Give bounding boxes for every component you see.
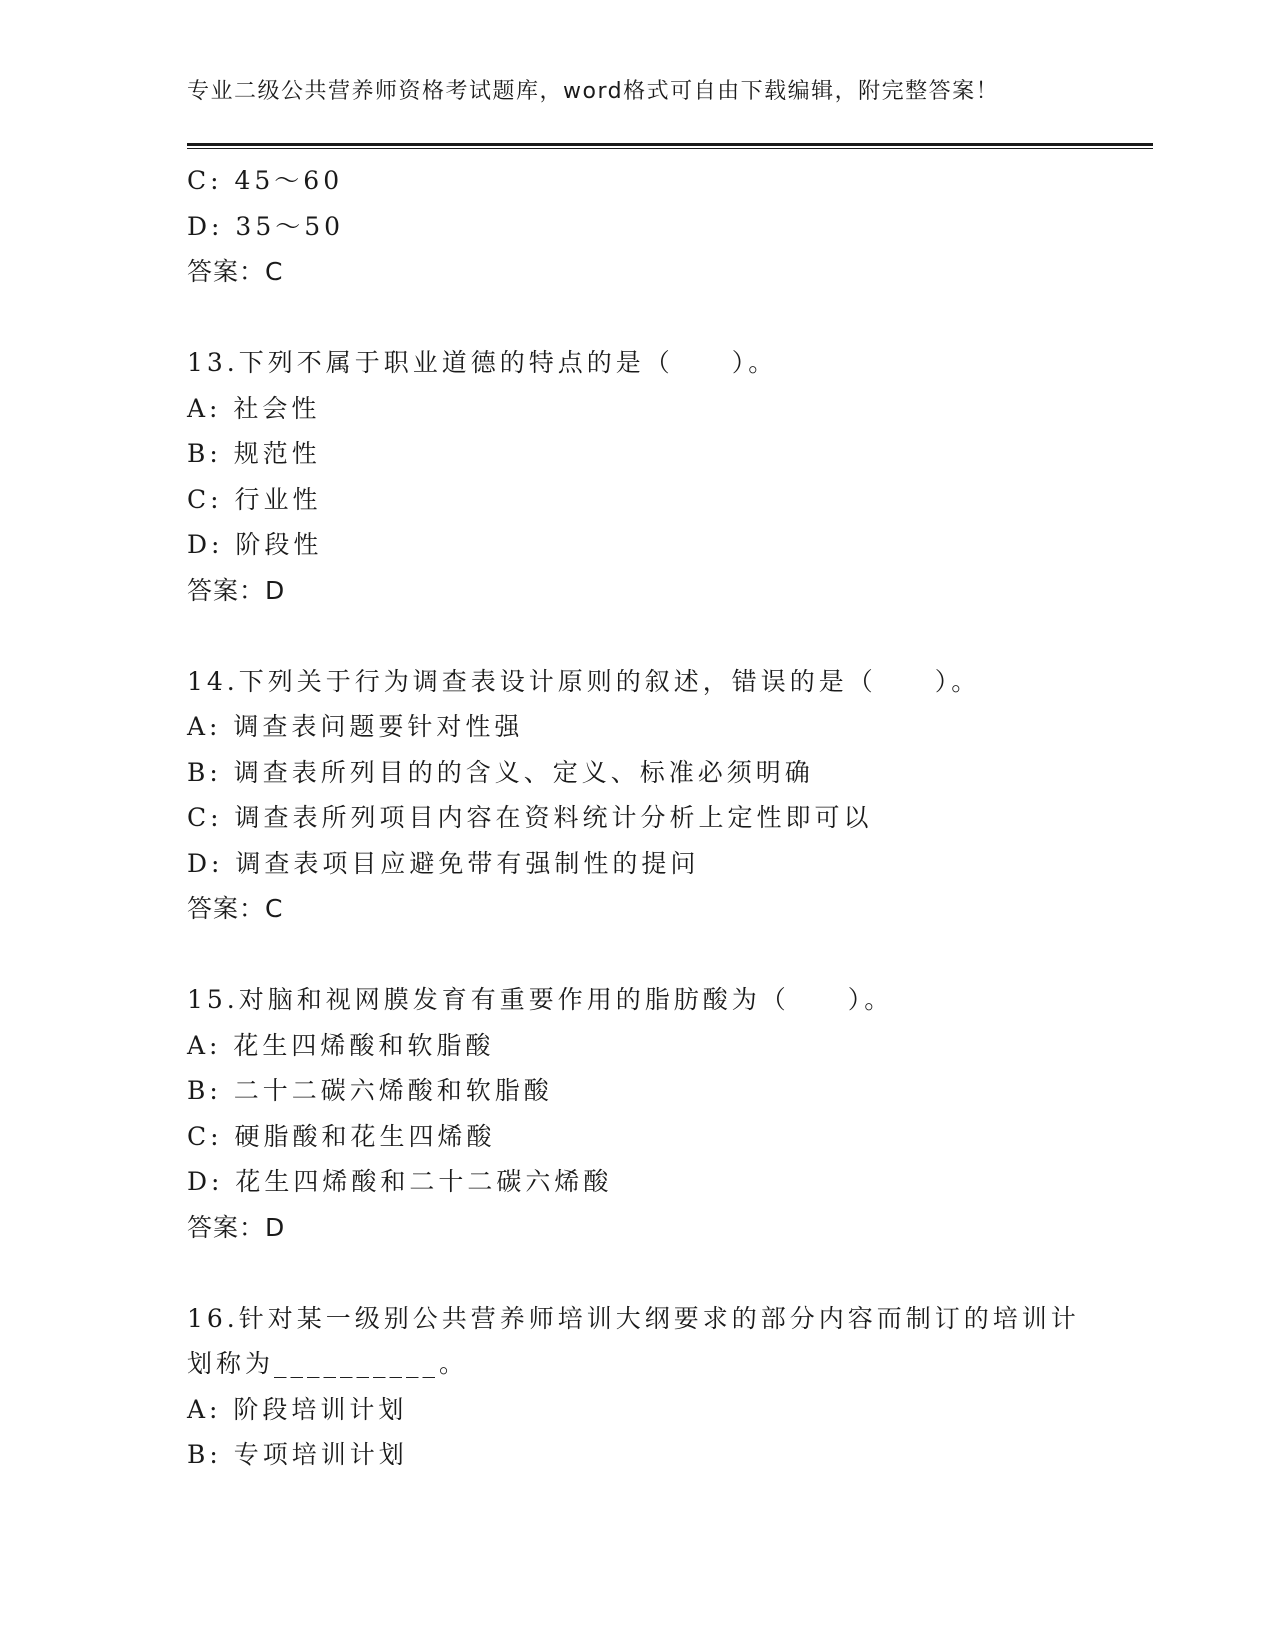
option-c: C: 硬脂酸和花生四烯酸: [187, 1121, 496, 1151]
header-rule-thin: [187, 148, 1153, 149]
question-stem: 14.下列关于行为调查表设计原则的叙述，错误的是（ ）。: [187, 666, 981, 696]
option-a: A: 阶段培训计划: [187, 1394, 408, 1424]
option-c: C: 调查表所列项目内容在资料统计分析上定性即可以: [187, 803, 873, 832]
answer-label: 答案：C: [187, 894, 284, 923]
spacer: [187, 1250, 1107, 1296]
spacer: [187, 932, 1107, 978]
spacer: [187, 613, 1107, 659]
option-b: B: 二十二碳六烯酸和软脂酸: [187, 1076, 553, 1105]
option-c: C: 45～60: [187, 166, 344, 195]
spacer: [187, 295, 1107, 341]
option-a: A: 调查表问题要针对性强: [187, 712, 524, 741]
answer-label: 答案：D: [187, 1212, 286, 1242]
question-stem-line-2: 划称为__________。: [187, 1349, 469, 1378]
answer-label: 答案：C: [187, 257, 284, 286]
option-a: A: 社会性: [187, 393, 321, 423]
option-d: D: 调查表项目应避免带有强制性的提问: [187, 848, 700, 878]
question-stem-line-1: 16.针对某一级别公共营养师培训大纲要求的部分内容而制订的培训计: [187, 1303, 1080, 1333]
question-stem: 15.对脑和视网膜发育有重要作用的脂肪酸为（ ）。: [187, 985, 894, 1014]
question-list: [187, 158, 1107, 1478]
answer-label: 答案：D: [187, 575, 286, 605]
option-b: B: 调查表所列目的的含义、定义、标准必须明确: [187, 757, 814, 787]
header-rule-thick: [187, 143, 1153, 146]
question-stem: 13.下列不属于职业道德的特点的是（ ）。: [187, 348, 778, 377]
page-header: 专业二级公共营养师资格考试题库，word格式可自由下载编辑，附完整答案！: [187, 79, 1000, 104]
option-d: D: 花生四烯酸和二十二碳六烯酸: [187, 1167, 613, 1196]
option-b: B: 专项培训计划: [187, 1440, 408, 1469]
option-d: D: 阶段性: [187, 530, 323, 559]
option-c: C: 行业性: [187, 484, 322, 514]
option-d: D: 35～50: [187, 211, 345, 241]
option-a: A: 花生四烯酸和软脂酸: [187, 1030, 495, 1060]
option-b: B: 规范性: [187, 439, 321, 468]
